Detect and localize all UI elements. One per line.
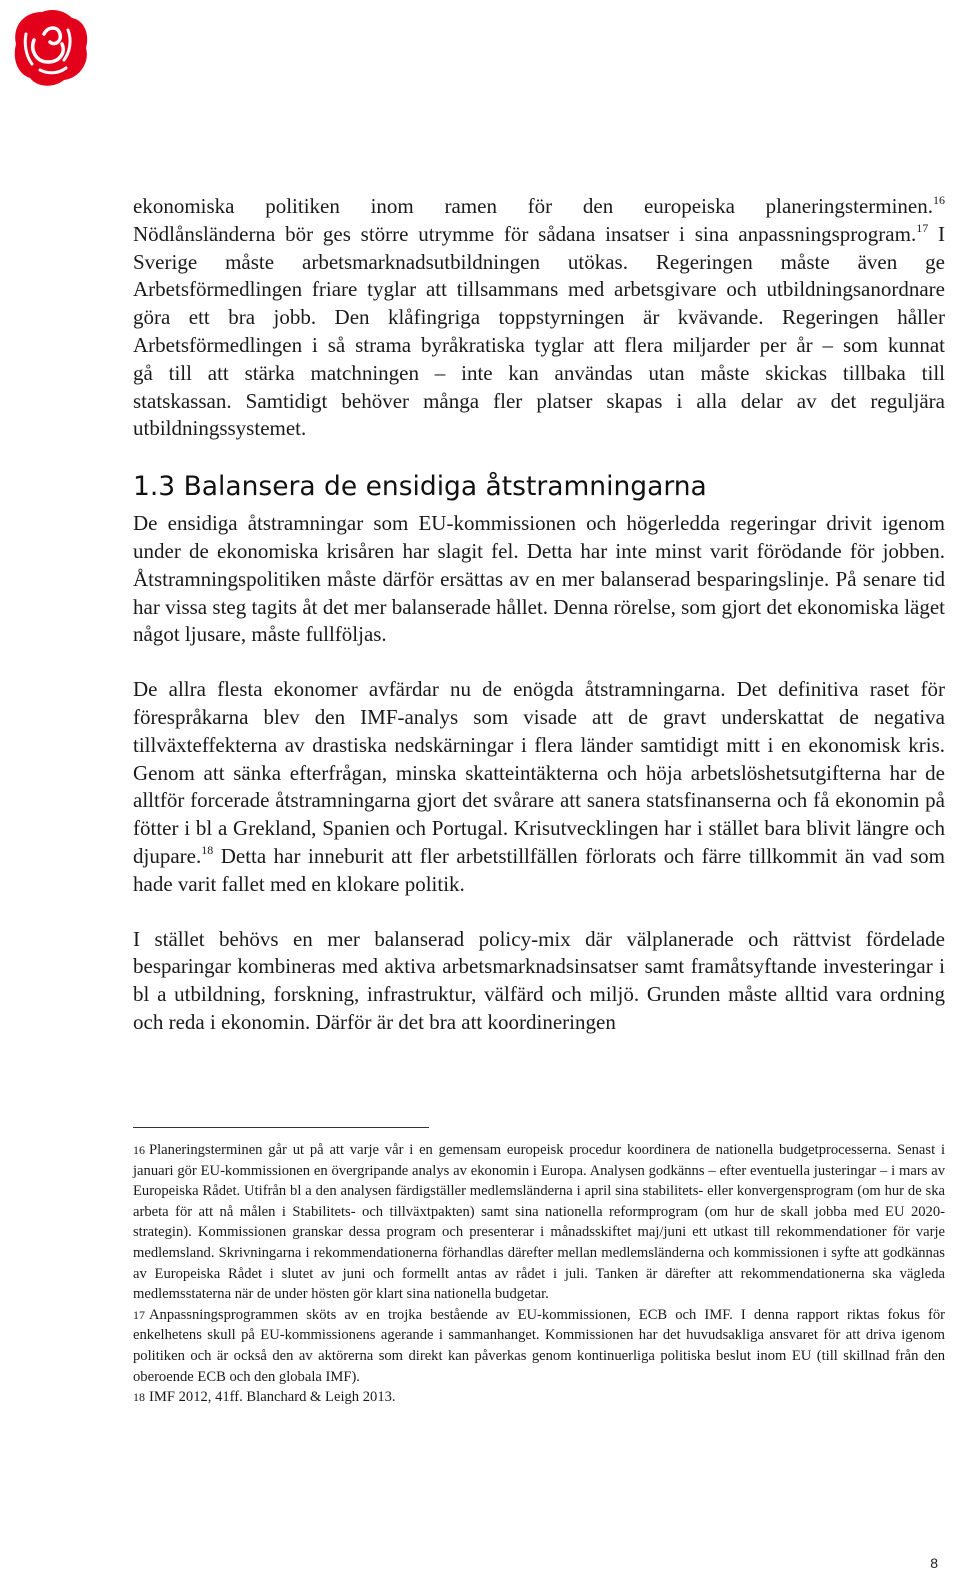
- paragraph-1: [133, 193, 945, 443]
- paragraph-3-text-b: Detta har inneburit att fler arbetstillfällen förlorats och färre tillkommit än vad som hade varit fallet med en klokare politik.: [133, 843, 945, 896]
- paragraph-1-text-b: Nödlånsländerna bör ges större utrymme för sådana insatser i sina anpassningsprogram.: [133, 221, 917, 246]
- footnote-ref-18[interactable]: 18: [201, 842, 214, 857]
- footnote-text: Planeringsterminen går ut på att varje vår i en gemensam europeisk procedur koordinera de nationella budgetprocesserna. Senast i januari gör EU-kommissionen en övergripande analys av ekonomin i Europa. Analysen godkänns – efter eventuella justeringar – i mars av Europeiska Rådet. Utifrån bl a den analysen färdigställer medlemsländerna i april sina stabilitets- eller konvergensprogram (om hur de ska arbeta för att nå målen i Stabilitets- och tillväxtpakten) samt sina nationella reformprogram (om hur de skall jobba med EU 2020-strategin). Kommissionen granskar dessa program och presenterar i månadsskiftet maj/juni ett utkast till rekommendationer för varje medlemsland. Skrivningarna i rekommendationerna förhandlas därefter mellan medlemsländerna och kommissionen i syfte att godkännas av Europeiska Rådet i slutet av juni och formellt antas av rådet i juli. Tanken är därefter att rekommendationerna ska vägleda medlemsstaterna när de under hösten gör klart sina nationella budgetar.: [133, 1142, 945, 1303]
- footnote-text: Anpassningsprogrammen sköts av en trojka bestående av EU-kommissionen, ECB och IMF. I denna rapport riktas fokus för enkelhetens skull på EU-kommissionens agerande i sammanhanget. Kommissionen har det huvudsakliga ansvaret för att driva igenom politiken och är också den av aktörerna som direkt kan påverkas genom kontinuerliga politiska beslut inom EU (till skillnad från den oberoende ECB och den globala IMF).: [133, 1306, 945, 1385]
- section-heading: 1.3 Balansera de ensidiga åtstramningarna: [133, 471, 707, 503]
- footnote-number: 18: [133, 1390, 145, 1405]
- footnote-16: [133, 1140, 945, 1305]
- footnote-ref-16[interactable]: 16: [933, 193, 945, 207]
- footnotes: [133, 1140, 945, 1408]
- footnote-number: 17: [133, 1307, 145, 1322]
- document-body: [133, 193, 945, 1037]
- paragraph-4: I stället behövs en mer balanserad policy-mix där välplanerade och rättvist fördelade besparingar kombineras med aktiva arbetsmarknadsinsatser samt framåtsyftande investeringar i bl a utbildning, forskning, infrastruktur, välfärd och miljö. Grunden måste alltid vara ordning och reda i ekonomin. Därför är det bra att koordineringen: [133, 926, 945, 1034]
- paragraph-1-text-a: ekonomiska politiken inom ramen för den europeiska planeringsterminen.: [133, 194, 933, 218]
- footnote-number: 16: [133, 1143, 145, 1157]
- paragraph-3-text-a: De allra flesta ekonomer avfärdar nu de enögda åtstramningarna. Det definitiva raset för förespråkarna blev den IMF-analys som visade att de gravt underskattat de negativa tillväxteffekterna av drastiska nedskärningar i flera länder samtidigt mitt i en ekonomisk kris. Genom att sänka efterfrågan, minska skatteintäkterna och höja arbetslöshetsutgifterna har de alltför forcerade åtstramningarna gjort det svårare att sanera statsfinanserna och få ekonomin på fötter i bl a Grekland, Spanien och Portugal. Krisutvecklingen har i stället bara blivit längre och djupare.: [133, 677, 945, 868]
- footnote-ref-17[interactable]: 17: [916, 220, 929, 235]
- rose-logo-icon: [6, 4, 92, 90]
- paragraph-1-text-c: I Sverige måste arbetsmarknadsutbildningen utökas. Regeringen måste även ge Arbetsförmedlingen friare tyglar att tillsammans med arbetsgivare och utbildningsanordnare göra ett bra jobb. Den klåfingriga toppstyrningen är kvävande. Regeringen håller Arbetsförmedlingen i så strama byråkratiska tyglar att flera miljarder per år – som kunnat gå till att stärka matchningen – inte kan användas utan måste skickas tillbaka till statskassan. Samtidigt behöver många fler platser skapas i alla delar av det reguljära utbildningssystemet.: [133, 221, 945, 441]
- footnote-separator: [133, 1127, 429, 1128]
- footnote-text: IMF 2012, 41ff. Blanchard & Leigh 2013.: [149, 1389, 396, 1406]
- footnote-18: [133, 1387, 945, 1408]
- page-number: 8: [930, 1555, 938, 1571]
- rose-logo: [6, 4, 92, 90]
- footnote-17: [133, 1305, 945, 1387]
- paragraph-3: [133, 676, 945, 898]
- paragraph-2: De ensidiga åtstramningar som EU-kommissionen och högerledda regeringar drivit igenom under de ekonomiska krisåren har slagit fel. Detta har inte minst varit förödande för jobben. Åtstramningspolitiken måste därför ersättas av en mer balanserad besparingslinje. På senare tid har vissa steg tagits åt det mer balanserade hållet. Denna rörelse, som gjort det ekonomiska läget något ljusare, måste fullföljas.: [133, 511, 945, 647]
